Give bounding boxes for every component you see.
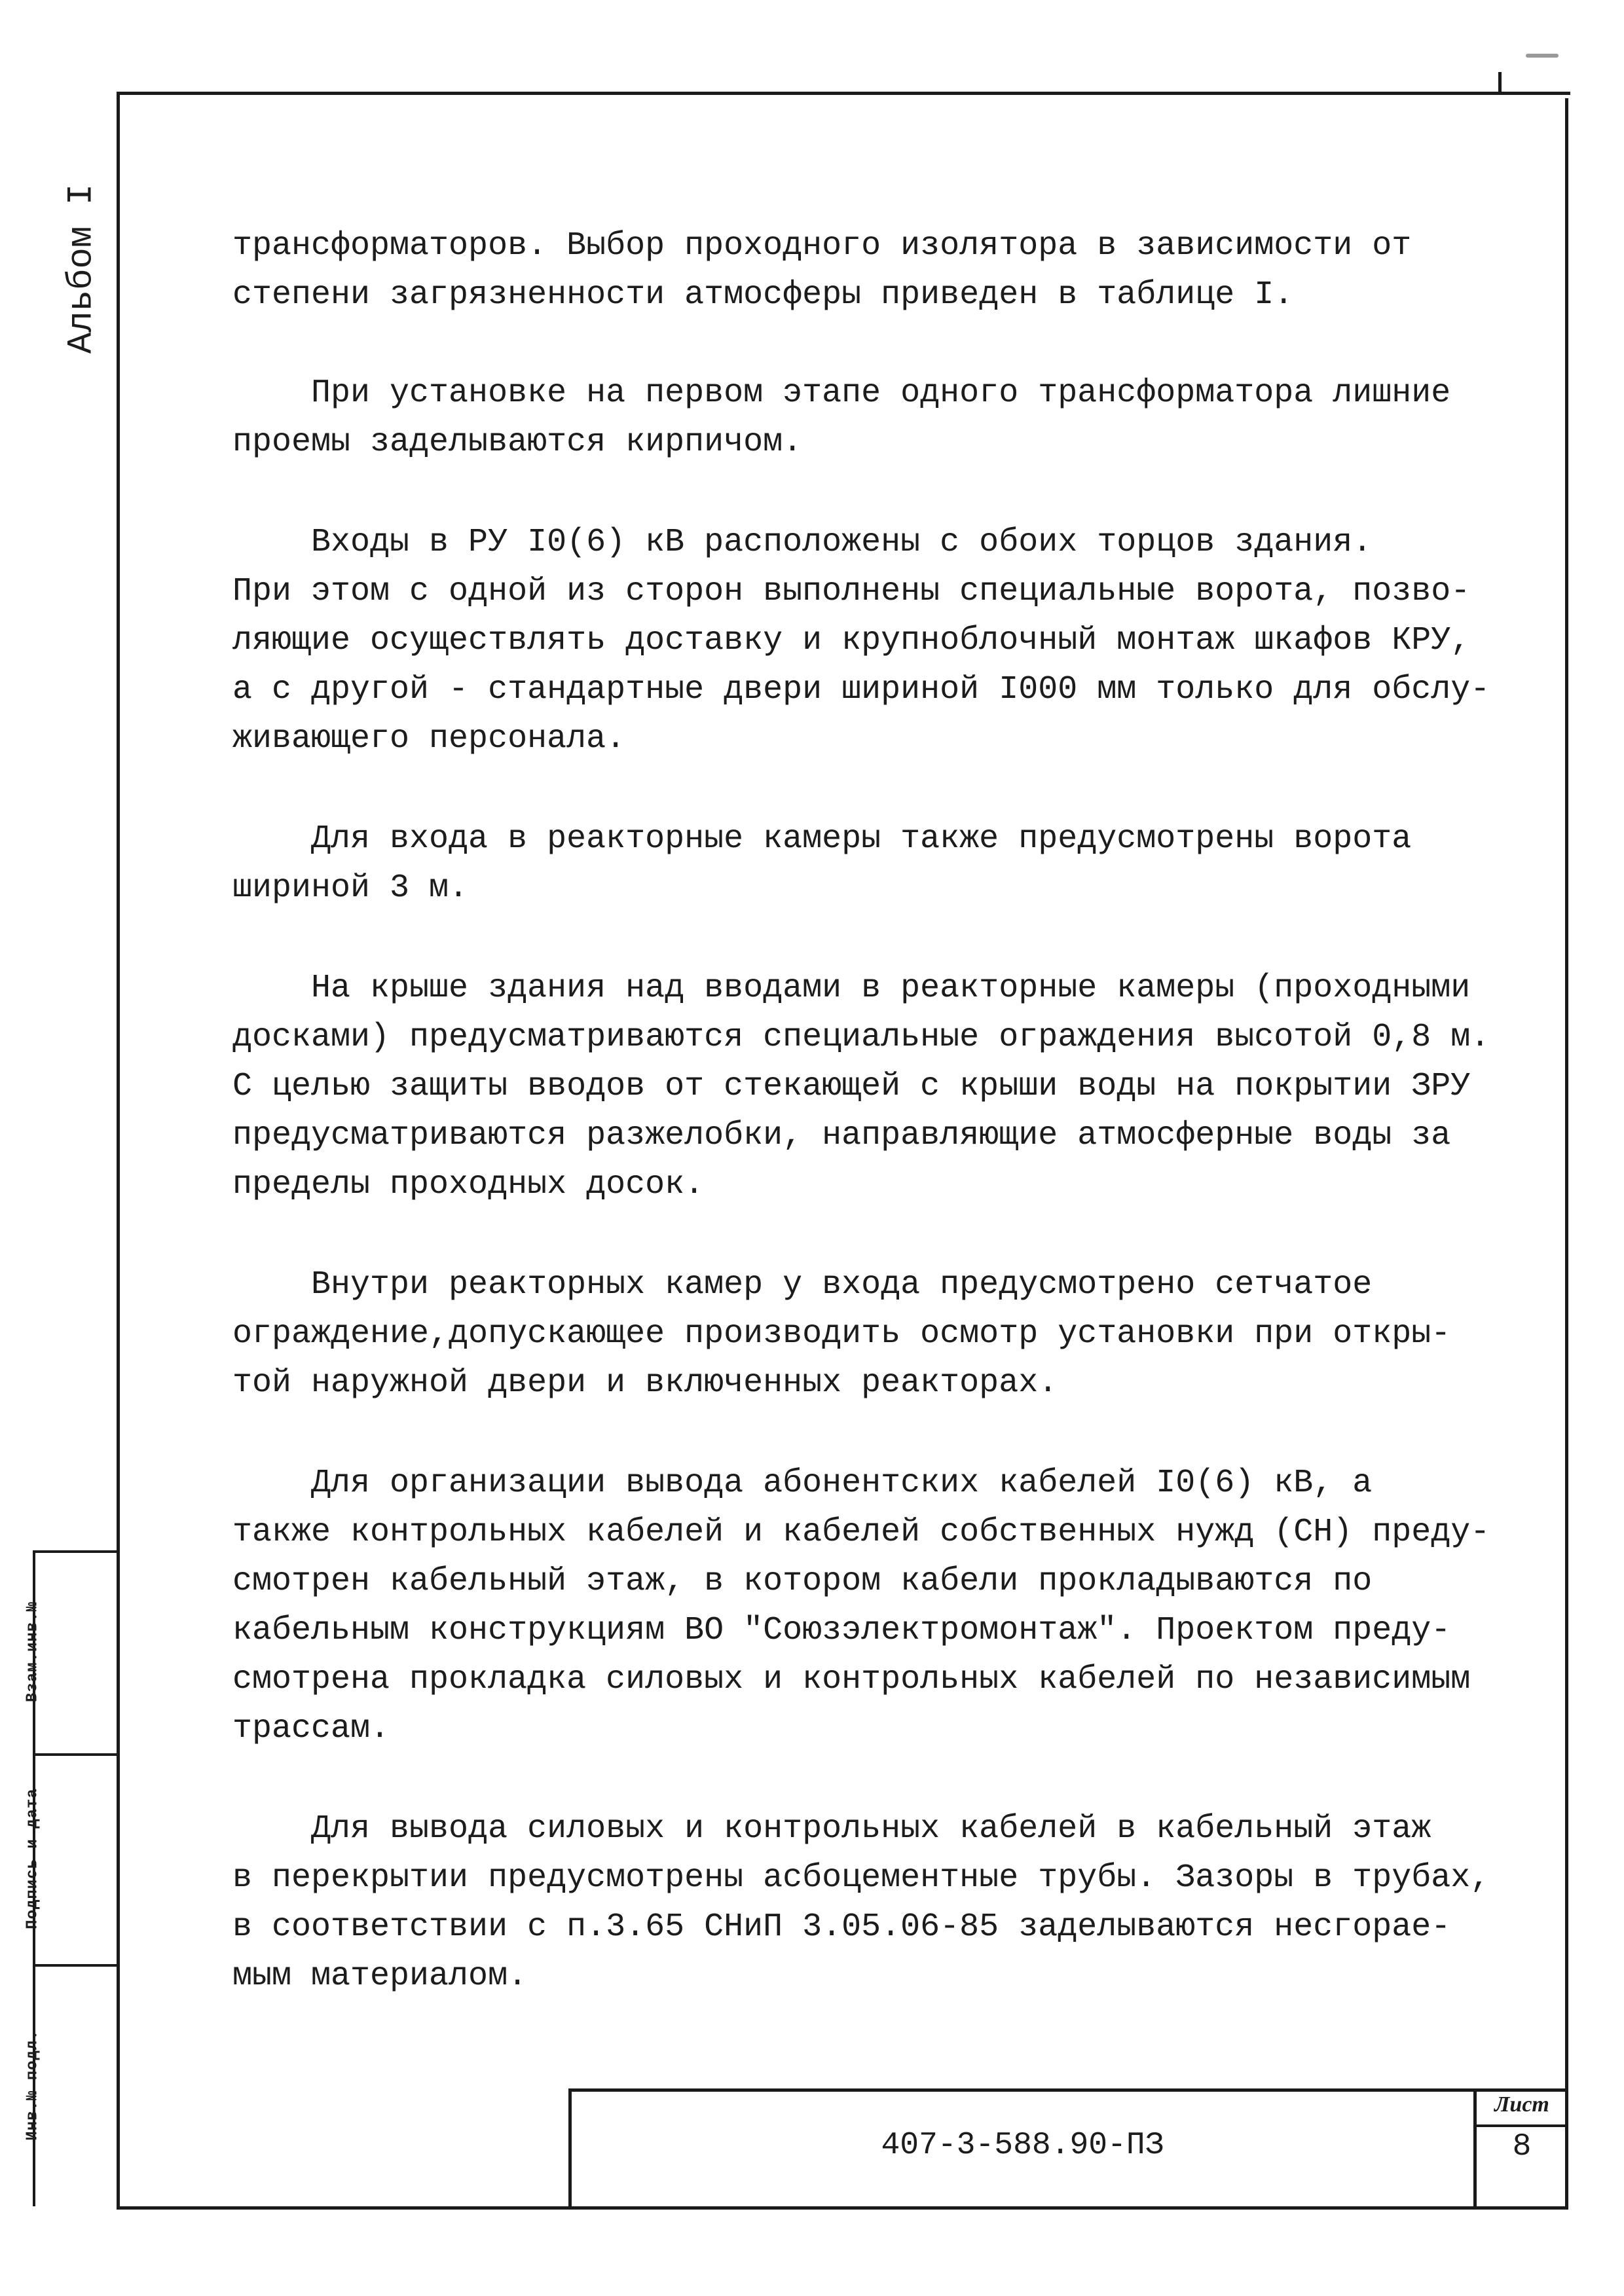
- text-line: живающего персонала.: [232, 720, 626, 757]
- text-line: Внутри реакторных камер у входа предусмотрено сетчатое: [232, 1266, 1373, 1303]
- text-line: Для вывода силовых и контрольных кабелей в кабельный этаж: [232, 1810, 1431, 1848]
- text-line: При этом с одной из сторон выполнены специальные ворота, позво-: [232, 573, 1471, 610]
- text-line: степени загрязненности атмосферы приведен в таблице I.: [232, 276, 1294, 314]
- sheet-number: 8: [1512, 2129, 1532, 2164]
- corner-tick: [1498, 72, 1502, 93]
- paragraph: [232, 1260, 1555, 1408]
- frame-right-border: [1565, 98, 1568, 2210]
- album-label-text: Альбом I: [62, 183, 102, 354]
- text-line: пределы проходных досок.: [232, 1166, 705, 1203]
- stamp-cell-signature-date: [13, 1753, 52, 1964]
- document-code: 407-3-588.90-ПЗ: [881, 2128, 1164, 2163]
- text-line: Входы в РУ I0(6) кВ расположены с обоих торцов здания.: [232, 524, 1373, 561]
- text-line: также контрольных кабелей и кабелей собственных нужд (СН) преду-: [232, 1514, 1490, 1551]
- corner-mark: [1526, 54, 1559, 58]
- text-line: шириной 3 м.: [232, 869, 469, 907]
- text-line: смотрен кабельный этаж, в котором кабели прокладываются по: [232, 1563, 1373, 1600]
- text-line: смотрена прокладка силовых и контрольных кабелей по независимым: [232, 1661, 1471, 1698]
- text-line: Для организации вывода абонентских кабелей I0(6) кВ, а: [232, 1465, 1373, 1502]
- text-line: трассам.: [232, 1710, 390, 1747]
- frame-top-border: [117, 92, 1570, 95]
- paragraph: [232, 518, 1555, 763]
- frame-left-border: [117, 92, 120, 2210]
- paragraph: [232, 369, 1555, 467]
- title-block: [568, 2088, 1568, 2210]
- stamp-cell-label: Инв.№ подл.: [24, 2030, 42, 2141]
- text-line: трансформаторов. Выбор проходного изолятора в зависимости от: [232, 227, 1412, 264]
- stamp-cell-label: Взам.инв.№: [24, 1601, 42, 1703]
- margin-stamp: [20, 1550, 117, 2206]
- sheet-label: Лист: [1494, 2092, 1549, 2117]
- document-body: [232, 221, 1555, 2052]
- text-line: в перекрытии предусмотрены асбоцементные трубы. Зазоры в трубах,: [232, 1859, 1490, 1897]
- text-line: С целью защиты вводов от стекающей с крыши воды на покрытии ЗРУ: [232, 1068, 1471, 1105]
- text-line: кабельным конструкциям ВО "Союзэлектромонтаж". Проектом преду-: [232, 1612, 1451, 1649]
- text-line: ограждение,допускающее производить осмотр установки при откры-: [232, 1315, 1451, 1353]
- paragraph: [232, 814, 1555, 913]
- text-line: досками) предусматриваются специальные ограждения высотой 0,8 м.: [232, 1019, 1490, 1056]
- paragraph: [232, 1804, 1555, 2001]
- stamp-cell-label: Подпись и дата: [24, 1788, 42, 1929]
- text-line: Для входа в реакторные камеры также предусмотрены ворота: [232, 820, 1412, 858]
- text-line: мым материалом.: [232, 1958, 528, 1995]
- title-block-sheet-divider: [1473, 2124, 1568, 2127]
- stamp-cell-original-inv: [13, 1964, 52, 2206]
- text-line: предусматриваются разжелобки, направляющие атмосферные воды за: [232, 1117, 1451, 1154]
- stamp-cell-replacement-inv: [13, 1550, 52, 1753]
- text-line: При установке на первом этапе одного трансформатора лишние: [232, 374, 1451, 412]
- title-block-top-line: [568, 2088, 1568, 2092]
- paragraph: [232, 221, 1555, 319]
- paragraph: [232, 964, 1555, 1209]
- text-line: проемы заделываются кирпичом.: [232, 424, 803, 461]
- text-line: а с другой - стандартные двери шириной I000 мм только для обслу-: [232, 671, 1490, 708]
- paragraph: [232, 1459, 1555, 1753]
- text-line: в соответствии с п.3.65 СНиП 3.05.06-85 заделываются несгорае-: [232, 1908, 1451, 1946]
- text-line: той наружной двери и включенных реакторах.: [232, 1364, 1058, 1402]
- text-line: ляющие осуществлять доставку и крупноблочный монтаж шкафов КРУ,: [232, 622, 1471, 659]
- text-line: На крыше здания над вводами в реакторные камеры (проходными: [232, 970, 1471, 1007]
